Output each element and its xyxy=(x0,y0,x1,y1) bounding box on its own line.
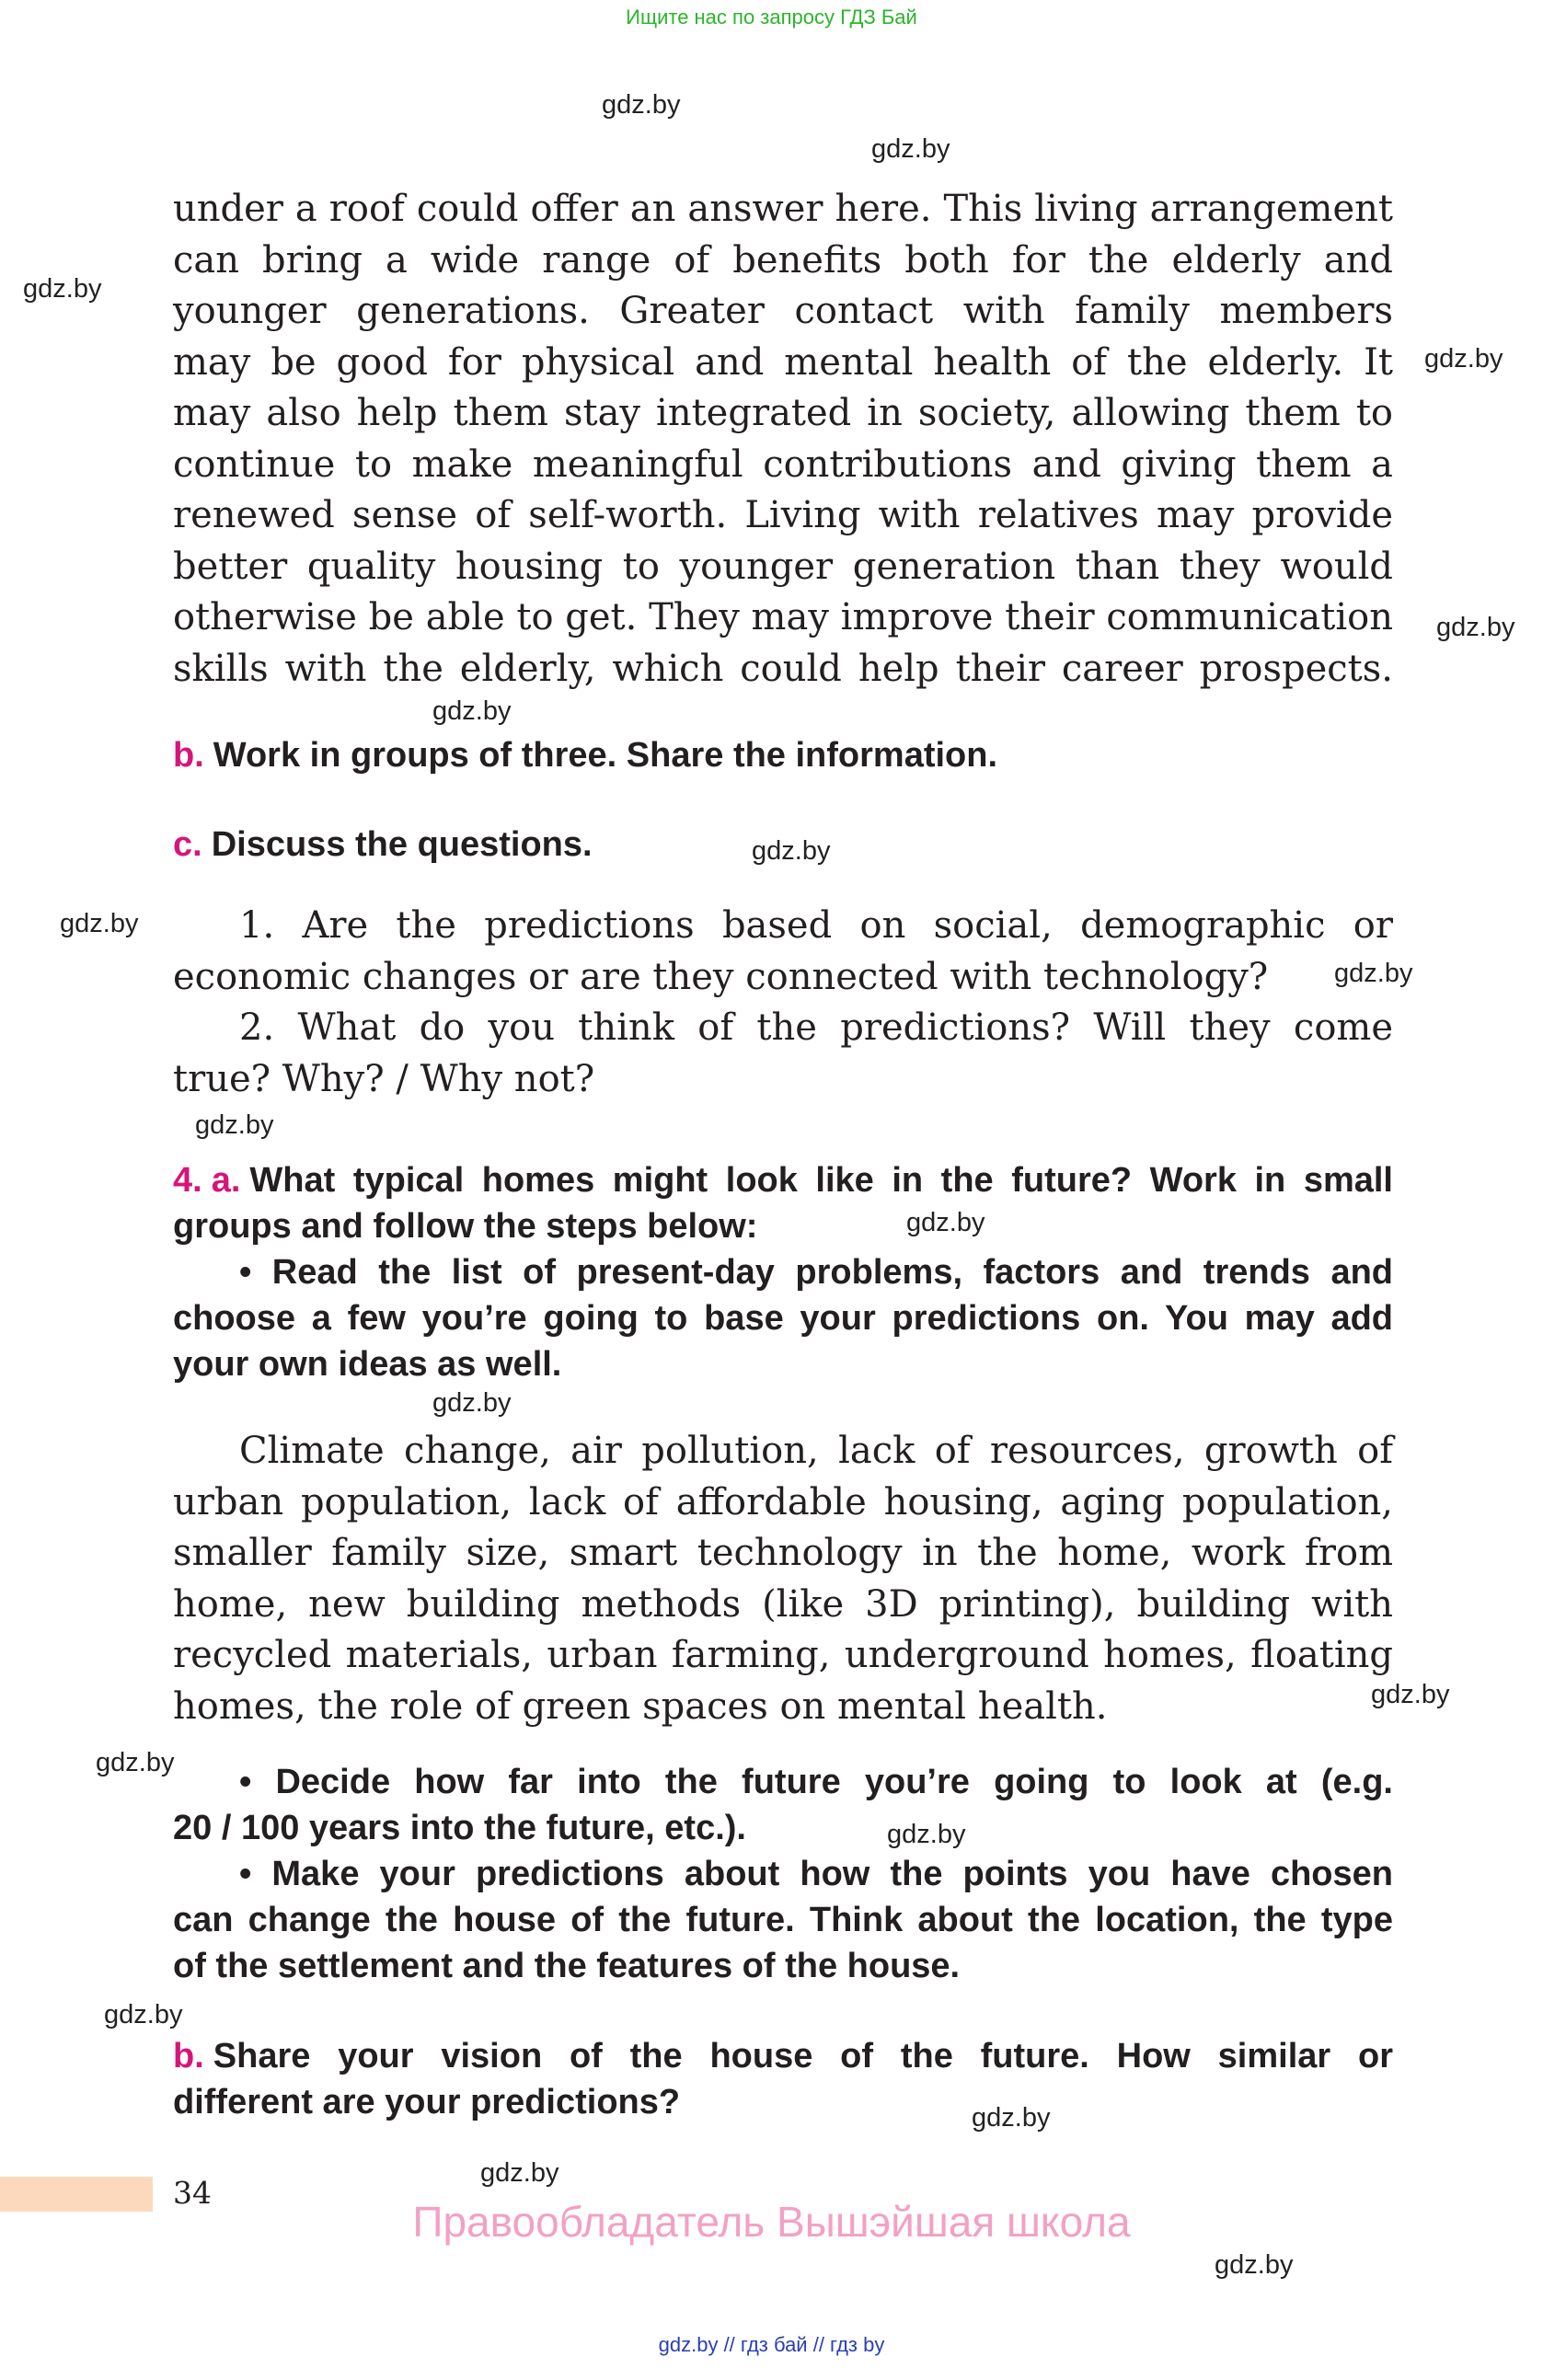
trends-list xyxy=(173,1426,1393,1732)
discussion-questions xyxy=(173,901,1393,1105)
paragraph-elderly-living xyxy=(173,184,1393,695)
text-line: may also help them stay integrated in society, allowing them to xyxy=(173,392,1393,434)
watermark: gdz.by xyxy=(104,2000,183,2029)
text-line: smaller family size, smart technology in the home, work from xyxy=(173,1532,1393,1574)
watermark: gdz.by xyxy=(1215,2250,1294,2280)
watermark: gdz.by xyxy=(887,1820,966,1849)
task-line: different are your predictions? xyxy=(173,2083,681,2121)
watermark: gdz.by xyxy=(480,2158,559,2188)
text-line: can bring a wide range of benefits both for the elderly and xyxy=(173,238,1393,282)
text-line: renewed sense of self-worth. Living with relatives may provide xyxy=(173,494,1393,536)
bullet-line: choose a few you’re going to base your predictions on. You may add xyxy=(173,1299,1393,1338)
watermark: gdz.by xyxy=(972,2103,1051,2133)
task-text: What typical homes might look like in the future? Work in small xyxy=(249,1161,1393,1200)
text-line: home, new building methods (like 3D printing), building with xyxy=(173,1582,1393,1626)
task-4a xyxy=(173,1157,1393,1249)
watermark: gdz.by xyxy=(752,836,831,866)
text-line: otherwise be able to get. They may improve their communication xyxy=(173,596,1393,638)
question-line: 2. What do you think of the predictions? Will they come xyxy=(239,1006,1393,1049)
task-b xyxy=(173,732,997,778)
question-line: true? Why? / Why not? xyxy=(173,1057,595,1100)
text-line: may be good for physical and mental health of the elderly. It xyxy=(173,340,1393,384)
watermark: gdz.by xyxy=(1371,1680,1450,1709)
text-line: under a roof could offer an answer here. This living arrangement xyxy=(173,188,1393,230)
task-c xyxy=(173,822,593,868)
text-line: continue to make meaningful contributions and giving them a xyxy=(173,443,1393,486)
bullet-make-predictions xyxy=(173,1851,1393,1989)
bullet-line: of the settlement and the features of the house. xyxy=(173,1947,961,1985)
task-line: groups and follow the steps below: xyxy=(173,1207,758,1246)
text-line: urban population, lack of affordable housing, aging population, xyxy=(173,1480,1393,1523)
text-line: better quality housing to younger generation than they would xyxy=(173,545,1393,588)
watermark: gdz.by xyxy=(1436,613,1515,642)
task-text: Discuss the questions. xyxy=(211,825,593,864)
watermark: gdz.by xyxy=(1334,959,1413,988)
watermark: gdz.by xyxy=(23,274,102,304)
bullet-line: • Make your predictions about how the points you have chosen xyxy=(239,1855,1393,1893)
watermark: gdz.by xyxy=(906,1208,985,1237)
watermark: gdz.by xyxy=(96,1748,175,1777)
bullet-line: • Decide how far into the future you’re going to look at (e.g. xyxy=(239,1763,1393,1801)
bullet-line: your own ideas as well. xyxy=(173,1345,562,1384)
text-line: Climate change, air pollution, lack of resources, growth of xyxy=(239,1430,1393,1472)
task-text: Work in groups of three. Share the information. xyxy=(213,736,998,775)
task-letter: b. xyxy=(173,2037,204,2075)
task-text: Share your vision of the house of the future. How similar or xyxy=(213,2037,1393,2075)
bullet-read-list xyxy=(173,1249,1393,1387)
rights-holder-notice: Правообладатель Вышэйшая школа xyxy=(412,2198,1131,2246)
text-line: recycled materials, urban farming, underground homes, floating xyxy=(173,1634,1393,1676)
footer-links: gdz.by // гдз бай // гдз by xyxy=(658,2333,885,2356)
bullet-line: can change the house of the future. Think about the location, the type xyxy=(173,1901,1393,1939)
watermark: gdz.by xyxy=(60,909,139,938)
text-line: homes, the role of green spaces on mental health. xyxy=(173,1684,1108,1728)
watermark: gdz.by xyxy=(602,90,681,120)
bullet-time-frame xyxy=(173,1759,1393,1851)
page-number: 34 xyxy=(173,2175,212,2211)
task-line xyxy=(173,1157,1393,1203)
watermark: gdz.by xyxy=(432,696,512,726)
task-4b xyxy=(173,2033,1393,2125)
question-line: economic changes or are they connected with technology? xyxy=(173,955,1269,998)
bullet-line: • Read the list of present-day problems, factors and trends and xyxy=(239,1253,1393,1292)
task-letter: c. xyxy=(173,825,202,864)
watermark: gdz.by xyxy=(871,134,950,164)
question-line: 1. Are the predictions based on social, demographic or xyxy=(239,904,1393,947)
bullet-line: 20 / 100 years into the future, etc.). xyxy=(173,1809,746,1847)
text-line: younger generations. Greater contact with family members xyxy=(173,290,1393,332)
task-letter: b. xyxy=(173,736,204,775)
task-line xyxy=(173,2033,1393,2079)
task-number: 4. xyxy=(173,1161,202,1200)
task-letter: a. xyxy=(211,1161,241,1200)
watermark: gdz.by xyxy=(195,1110,274,1140)
watermark: gdz.by xyxy=(432,1388,512,1418)
top-banner: Ищите нас по запросу ГДЗ Бай xyxy=(626,6,917,29)
text-line: skills with the elderly, which could help their career prospects. xyxy=(173,647,1393,690)
watermark: gdz.by xyxy=(1424,344,1503,374)
